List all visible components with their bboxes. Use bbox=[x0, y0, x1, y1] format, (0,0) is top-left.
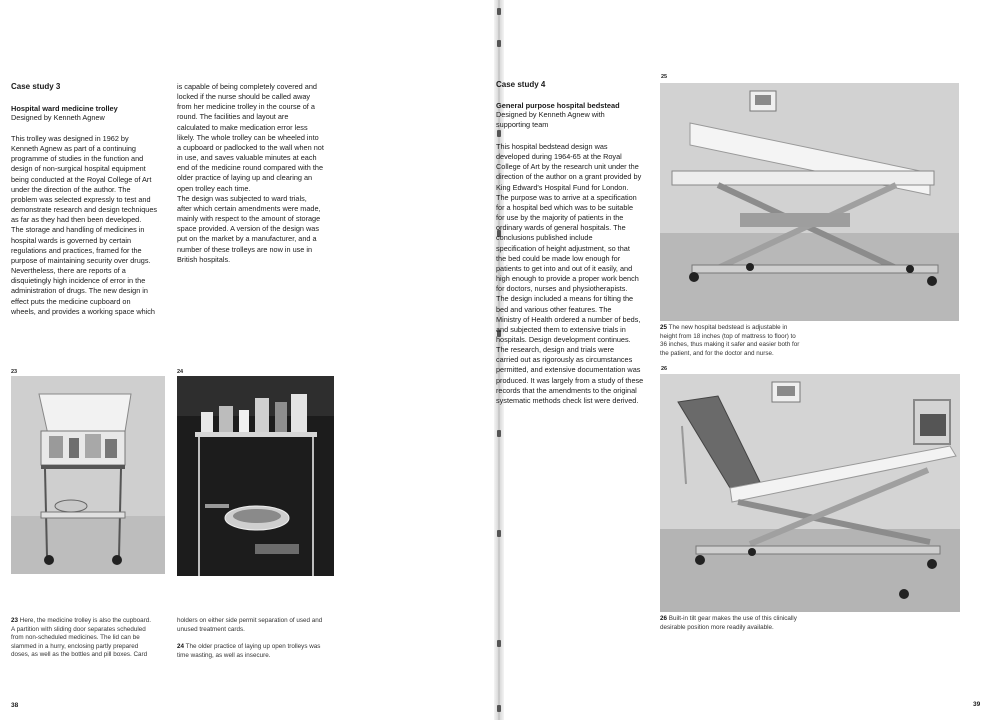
right-page bbox=[496, 0, 1000, 720]
figure-26-caption: 26 Built-in tilt gear makes the use of this clinically desirable position more readily available. bbox=[660, 615, 797, 631]
figure-23-number: 23 bbox=[11, 369, 18, 375]
trolley-text-column-2: is capable of being completely covered and locked if the nurse should be called away from her medicine trolley in the course of a round. The facilities and layout are calculated to make medication error less likely. The whole trolley can be wheeled into a cupboard or padlocked to the wall when not in use, and saves valuable minutes at each end of the medicine round compared with the older practice of laying up and clearing an open trolley each time. The design was subjected to ward trials, after which certain amendments were made, mainly with respect to the amount of storage space provided. A version of the design was put on the market by a manufacturer, and a number of these trolleys are now in use in British hospitals. bbox=[177, 82, 324, 264]
bedstead-designer: Designed by Kenneth Agnew with supporting team bbox=[496, 110, 605, 130]
figure-24-photo bbox=[177, 376, 334, 576]
figure-25-photo bbox=[660, 83, 959, 321]
figure-25-caption: 25 The new hospital bedstead is adjustable in height from 18 inches (top of mattress to floor) to 36 inches, thus making it safer and easier both for the patient, and for the doctor and nurse. bbox=[660, 324, 800, 357]
case-study-4-label: Case study 4 bbox=[496, 80, 546, 89]
figure-26-photo bbox=[660, 374, 960, 612]
bedstead-text: This hospital bedstead design was developed during 1964-65 at the Royal College of Art by the research unit under the direction of the author on a grant provided by King Edward's Hospital Fund for London. The purpose was to arrive at a specification for a hospital bed which was to be suitable for use by the majority of patients in the ordinary wards of general hospitals. The conclusions published include specification of height adjustment, so that the bed could be made low enough for patients to get into and out of it easily, and high enough to provide a proper work bench for doctors, nurses and physiotherapists. The design included a means for tilting the bed and various other features. The Ministry of Health ordered a number of beds, and subjected them to extensive trials in hospitals. Design development continues. The research, design and trials were carried out as rigorously as circumstances permitted, and extensive documentation was produced. It was largely from a study of these records that the amendments to the original systematic methods check list were derived. bbox=[496, 142, 644, 405]
figure-23-caption-continued: holders on either side permit separation of used and unused treatment cards. bbox=[177, 617, 323, 633]
left-page bbox=[0, 0, 494, 720]
trolley-designer: Designed by Kenneth Agnew bbox=[11, 113, 105, 122]
trolley-text-column-1: This trolley was designed in 1962 by Kenneth Agnew as part of a continuing programme of studies in the function and design of non-surgical hospital equipment being conducted at the Royal College of Art under the direction of the author. The problem was selected expressly to test and demonstrate research and design techniques as far as they had then been developed. The storage and handling of medicines in hospital wards is governed by certain regulations and practices, framed for the purpose of maintaining security over drugs. Nevertheless, there are reports of a disquietingly high incidence of error in the administration of drugs. The new design in effect puts the medicine cupboard on wheels, and provides a working space which bbox=[11, 134, 158, 316]
page-number-right: 39 bbox=[973, 701, 981, 708]
page-number-left: 38 bbox=[11, 702, 19, 709]
figure-25-number: 25 bbox=[661, 74, 668, 80]
figure-23-caption: 23 Here, the medicine trolley is also the cupboard. A partition with sliding door separates scheduled from non-scheduled medicines. The lid can be slammed in a hurry, enclosing partly prepared doses, as well as the bottles and pill boxes. Card bbox=[11, 617, 152, 659]
figure-24-number: 24 bbox=[177, 369, 184, 375]
case-study-3-label: Case study 3 bbox=[11, 82, 61, 91]
figure-24-caption: 24 The older practice of laying up open trolleys was time wasting, as well as insecure. bbox=[177, 643, 321, 659]
bedstead-title: General purpose hospital bedstead bbox=[496, 101, 620, 110]
figure-23-photo bbox=[11, 376, 165, 574]
figure-26-number: 26 bbox=[661, 366, 668, 372]
trolley-title: Hospital ward medicine trolley bbox=[11, 104, 118, 113]
